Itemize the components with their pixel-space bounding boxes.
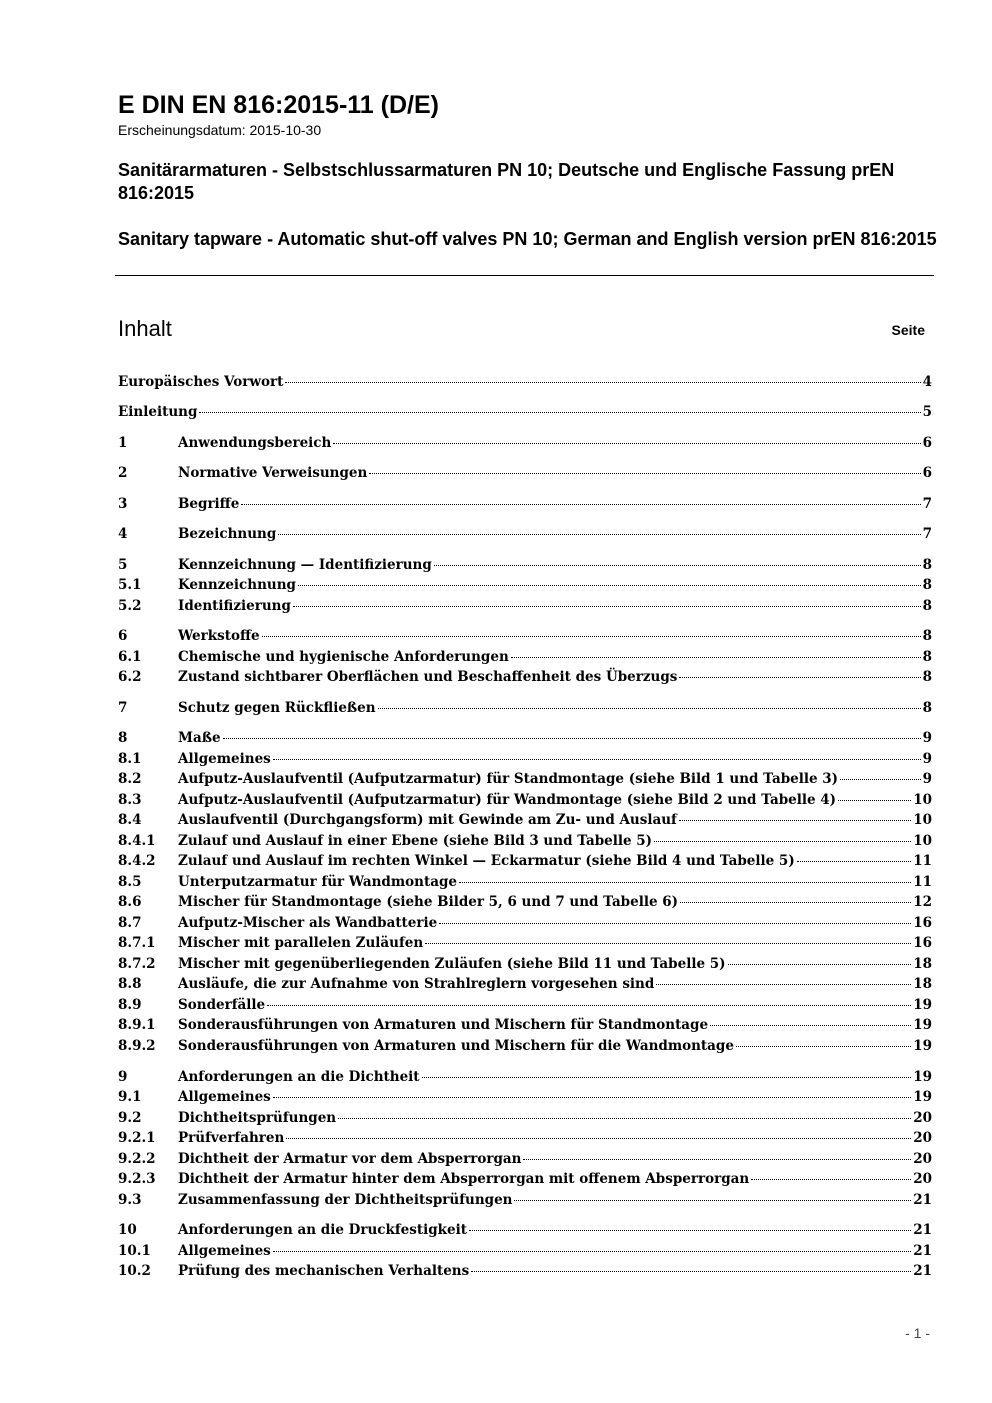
toc-entry-page: 10	[913, 792, 932, 808]
toc-entry-title: Ausläufe, die zur Aufnahme von Strahlreglern vorgesehen sind	[178, 976, 655, 992]
toc-entry-title: Unterputzarmatur für Wandmontage	[178, 874, 457, 890]
toc-entry-number: 8.8	[118, 976, 142, 992]
toc-entry[interactable]	[118, 524, 932, 544]
toc-entry-page: 9	[922, 730, 932, 746]
toc-entry-page: 21	[913, 1222, 932, 1238]
toc-entry[interactable]	[118, 933, 932, 953]
toc-entry[interactable]	[118, 1036, 932, 1056]
toc-dot-leader	[838, 800, 911, 801]
toc-dot-leader	[523, 1159, 911, 1160]
toc-dot-leader	[840, 779, 921, 780]
toc-entry-title: Chemische und hygienische Anforderungen	[178, 649, 509, 665]
toc-entry-title: Dichtheitsprüfungen	[178, 1110, 337, 1126]
toc-entry-number: 8.4.2	[118, 853, 156, 869]
toc-entry[interactable]	[118, 1190, 932, 1210]
toc-dot-leader	[267, 1005, 911, 1006]
toc-entry[interactable]	[118, 1241, 932, 1261]
toc-dot-leader	[797, 861, 911, 862]
toc-entry-number: 8.7.1	[118, 935, 156, 951]
toc-entry-title: Zustand sichtbarer Oberflächen und Beschaffenheit des Überzugs	[178, 669, 678, 685]
toc-entry[interactable]	[118, 995, 932, 1015]
toc-entry-title: Allgemeines	[178, 751, 271, 767]
toc-entry[interactable]	[118, 1220, 932, 1240]
toc-entry-title: Prüfung des mechanischen Verhaltens	[178, 1263, 470, 1279]
toc-entry-page: 8	[922, 598, 932, 614]
page-number: - 1 -	[905, 1325, 930, 1341]
toc-entry-page: 21	[913, 1243, 932, 1259]
toc-entry-title: Sonderfälle	[178, 997, 266, 1013]
toc-entry-title: Sonderausführungen von Armaturen und Mischern für Standmontage	[178, 1017, 709, 1033]
toc-entry[interactable]	[118, 790, 932, 810]
toc-entry-page: 19	[913, 1038, 932, 1054]
publication-date: Erscheinungsdatum: 2015-10-30	[118, 122, 322, 138]
toc-entry-page: 18	[913, 976, 932, 992]
toc-entry[interactable]	[118, 974, 932, 994]
toc-dot-leader	[273, 759, 921, 760]
toc-entry-page: 6	[922, 465, 932, 481]
toc-entry-page: 8	[922, 669, 932, 685]
toc-entry-page: 20	[913, 1171, 932, 1187]
toc-entry-title: Europäisches Vorwort	[118, 374, 284, 390]
toc-entry[interactable]	[118, 494, 932, 514]
toc-entry-title: Prüfverfahren	[178, 1130, 285, 1146]
toc-entry-number: 8.7.2	[118, 956, 156, 972]
toc-entry[interactable]	[118, 892, 932, 912]
toc-dot-leader	[751, 1179, 911, 1180]
toc-entry-page: 19	[913, 1017, 932, 1033]
toc-entry-page: 8	[922, 577, 932, 593]
toc-entry-title: Werkstoffe	[178, 628, 260, 644]
toc-entry[interactable]	[118, 1067, 932, 1087]
toc-entry-page: 21	[913, 1263, 932, 1279]
toc-entry[interactable]	[118, 555, 932, 575]
toc-entry-title: Aufputz-Auslaufventil (Aufputzarmatur) für Standmontage (siehe Bild 1 und Tabelle 3)	[178, 771, 839, 787]
toc-entry-number: 2	[118, 465, 128, 481]
toc-entry-number: 8.4.1	[118, 833, 156, 849]
toc-entry-title: Mischer für Standmontage (siehe Bilder 5, 6 und 7 und Tabelle 6)	[178, 894, 679, 910]
toc-entry-page: 19	[913, 1069, 932, 1085]
toc-dot-leader	[273, 1097, 911, 1098]
toc-entry[interactable]	[118, 872, 932, 892]
toc-dot-leader	[736, 1046, 911, 1047]
toc-entry-number: 8.2	[118, 771, 142, 787]
toc-entry-title: Dichtheit der Armatur vor dem Absperrorgan	[178, 1151, 522, 1167]
toc-entry[interactable]	[118, 913, 932, 933]
toc-dot-leader	[369, 473, 920, 474]
toc-entry[interactable]	[118, 728, 932, 748]
toc-entry-number: 7	[118, 700, 128, 716]
toc-entry-number: 3	[118, 496, 128, 512]
toc-dot-leader	[728, 964, 912, 965]
toc-entry[interactable]	[118, 626, 932, 646]
document-title: E DIN EN 816:2015-11 (D/E)	[118, 91, 439, 119]
toc-entry-number: 9.2	[118, 1110, 142, 1126]
toc-entry-title: Zulauf und Auslauf im rechten Winkel — Eckarmatur (siehe Bild 4 und Tabelle 5)	[178, 853, 795, 869]
toc-entry-number: 8.9	[118, 997, 142, 1013]
toc-entry[interactable]	[118, 1149, 932, 1169]
toc-dot-leader	[710, 1025, 911, 1026]
toc-dot-leader	[679, 677, 920, 678]
toc-dot-leader	[434, 565, 921, 566]
toc-dot-leader	[273, 1251, 911, 1252]
toc-entry-number: 8.5	[118, 874, 142, 890]
toc-entry-title: Dichtheit der Armatur hinter dem Absperrorgan mit offenem Absperrorgan	[178, 1171, 750, 1187]
toc-dot-leader	[286, 1138, 911, 1139]
toc-entry[interactable]	[118, 851, 932, 871]
toc-entry-number: 10.1	[118, 1243, 151, 1259]
toc-entry-title: Auslaufventil (Durchgangsform) mit Gewinde am Zu- und Auslauf	[178, 812, 677, 828]
toc-entry-title: Allgemeines	[178, 1243, 271, 1259]
toc-dot-leader	[285, 382, 920, 383]
toc-entry-page: 10	[913, 833, 932, 849]
toc-entry-page: 21	[913, 1192, 932, 1208]
toc-dot-leader	[514, 1200, 911, 1201]
toc-entry-title: Mischer mit gegenüberliegenden Zuläufen (siehe Bild 11 und Tabelle 5)	[178, 956, 726, 972]
toc-dot-leader	[378, 708, 921, 709]
toc-entry-title: Anforderungen an die Druckfestigkeit	[178, 1222, 467, 1238]
toc-entry[interactable]	[118, 831, 932, 851]
toc-dot-leader	[654, 841, 911, 842]
toc-dot-leader	[679, 820, 911, 821]
toc-dot-leader	[241, 504, 920, 505]
toc-dot-leader	[425, 943, 911, 944]
toc-dot-leader	[656, 984, 911, 985]
toc-entry-number: 9.2.3	[118, 1171, 156, 1187]
toc-entry[interactable]	[118, 1261, 932, 1281]
toc-entry-page: 8	[922, 700, 932, 716]
toc-entry-page: 19	[913, 997, 932, 1013]
title-english: Sanitary tapware - Automatic shut-off valves PN 10; German and English version prEN 816:2015	[118, 229, 937, 249]
toc-entry[interactable]	[118, 463, 932, 483]
toc-entry[interactable]	[118, 810, 932, 830]
toc-entry-title: Kennzeichnung — Identifizierung	[178, 557, 432, 573]
toc-entry[interactable]	[118, 698, 932, 718]
toc-entry-page: 6	[922, 435, 932, 451]
toc-entry-page: 12	[913, 894, 932, 910]
toc-entry-number: 8	[118, 730, 128, 746]
toc-entry-number: 10.2	[118, 1263, 151, 1279]
toc-entry[interactable]	[118, 647, 932, 667]
toc-entry-number: 8.4	[118, 812, 142, 828]
toc-entry[interactable]	[118, 1169, 932, 1189]
toc-entry-page: 7	[922, 526, 932, 542]
toc-entry[interactable]	[118, 372, 932, 392]
toc-entry-page: 7	[922, 496, 932, 512]
toc-entry-page: 20	[913, 1110, 932, 1126]
toc-entry-page: 11	[913, 853, 932, 869]
toc-entry-number: 4	[118, 526, 128, 542]
toc-entry-number: 6.2	[118, 669, 142, 685]
toc-entry[interactable]	[118, 769, 932, 789]
toc-entry-number: 5.1	[118, 577, 142, 593]
toc-entry-title: Aufputz-Mischer als Wandbatterie	[178, 915, 438, 931]
toc-entry-title: Mischer mit parallelen Zuläufen	[178, 935, 424, 951]
toc-entry[interactable]	[118, 1087, 932, 1107]
toc-entry-title: Sonderausführungen von Armaturen und Mischern für die Wandmontage	[178, 1038, 734, 1054]
toc-entry-page: 16	[913, 935, 932, 951]
toc-entry-title: Identifizierung	[178, 598, 291, 614]
toc-entry-title: Bezeichnung	[178, 526, 277, 542]
toc-dot-leader	[680, 902, 911, 903]
toc-entry-number: 5.2	[118, 598, 142, 614]
toc-entry-number: 5	[118, 557, 128, 573]
toc-entry-title: Zusammenfassung der Dichtheitsprüfungen	[178, 1192, 513, 1208]
toc-entry-number: 9.3	[118, 1192, 142, 1208]
toc-dot-leader	[469, 1230, 911, 1231]
toc-entry-number: 9.2.1	[118, 1130, 156, 1146]
toc-dot-leader	[338, 1118, 911, 1119]
toc-entry-title: Kennzeichnung	[178, 577, 296, 593]
toc-entry-number: 8.9.1	[118, 1017, 156, 1033]
toc-entry[interactable]	[118, 596, 932, 616]
toc-entry-page: 20	[913, 1130, 932, 1146]
toc-entry[interactable]	[118, 749, 932, 769]
toc-entry-title: Aufputz-Auslaufventil (Aufputzarmatur) für Wandmontage (siehe Bild 2 und Tabelle 4)	[178, 792, 837, 808]
toc-entry-number: 9.2.2	[118, 1151, 156, 1167]
toc-entry-title: Anwendungsbereich	[178, 435, 332, 451]
toc-entry-title: Maße	[178, 730, 221, 746]
title-german: Sanitärarmaturen - Selbstschlussarmaturen PN 10; Deutsche und Englische Fassung prEN 816:2015	[118, 160, 895, 203]
toc-dot-leader	[262, 636, 921, 637]
toc-entry-title: Begriffe	[178, 496, 240, 512]
toc-dot-leader	[278, 534, 920, 535]
toc-entry-number: 8.1	[118, 751, 142, 767]
toc-entry-page: 19	[913, 1089, 932, 1105]
toc-entry-number: 8.6	[118, 894, 142, 910]
toc-entry-page: 18	[913, 956, 932, 972]
toc-entry-number: 10	[118, 1222, 137, 1238]
toc-entry-title: Allgemeines	[178, 1089, 271, 1105]
toc-entry[interactable]	[118, 575, 932, 595]
toc-entry-number: 1	[118, 435, 128, 451]
toc-entry-number: 8.7	[118, 915, 142, 931]
toc-dot-leader	[439, 923, 911, 924]
toc-page-label: Seite	[891, 322, 925, 338]
toc-entry-title: Zulauf und Auslauf in einer Ebene (siehe Bild 3 und Tabelle 5)	[178, 833, 653, 849]
toc-entry-page: 4	[922, 374, 932, 390]
toc-dot-leader	[422, 1077, 912, 1078]
header-divider	[115, 275, 934, 276]
toc-entry-page: 8	[922, 649, 932, 665]
toc-entry-page: 11	[913, 874, 932, 890]
toc-entry-page: 5	[922, 404, 932, 420]
toc-dot-leader	[459, 882, 911, 883]
toc-entry-page: 16	[913, 915, 932, 931]
toc-entry[interactable]	[118, 402, 932, 422]
toc-heading: Inhalt	[118, 316, 172, 341]
toc-entry-page: 9	[922, 771, 932, 787]
toc-dot-leader	[471, 1271, 911, 1272]
toc-entry-page: 10	[913, 812, 932, 828]
toc-entry-number: 6.1	[118, 649, 142, 665]
toc-entry-title: Schutz gegen Rückfließen	[178, 700, 376, 716]
toc-dot-leader	[333, 443, 920, 444]
toc-entry-number: 6	[118, 628, 128, 644]
toc-entry-page: 20	[913, 1151, 932, 1167]
toc-entry-page: 9	[922, 751, 932, 767]
toc-entry[interactable]	[118, 1108, 932, 1128]
toc-entry[interactable]	[118, 667, 932, 687]
toc-entry-title: Normative Verweisungen	[178, 465, 368, 481]
toc-entry-number: 8.9.2	[118, 1038, 156, 1054]
toc-entry-title: Einleitung	[118, 404, 198, 420]
toc-entry-page: 8	[922, 557, 932, 573]
toc-entry-page: 8	[922, 628, 932, 644]
toc-entry[interactable]	[118, 954, 932, 974]
toc-entry-number: 8.3	[118, 792, 142, 808]
toc-entry-number: 9	[118, 1069, 128, 1085]
toc-dot-leader	[511, 657, 921, 658]
toc-entry-number: 9.1	[118, 1089, 142, 1105]
toc-entry-title: Anforderungen an die Dichtheit	[178, 1069, 420, 1085]
toc-entry[interactable]	[118, 1128, 932, 1148]
toc-entry[interactable]	[118, 1015, 932, 1035]
toc-entry[interactable]	[118, 433, 932, 453]
toc-dot-leader	[223, 738, 921, 739]
toc-dot-leader	[298, 585, 921, 586]
toc-dot-leader	[199, 412, 920, 413]
toc-dot-leader	[293, 606, 921, 607]
